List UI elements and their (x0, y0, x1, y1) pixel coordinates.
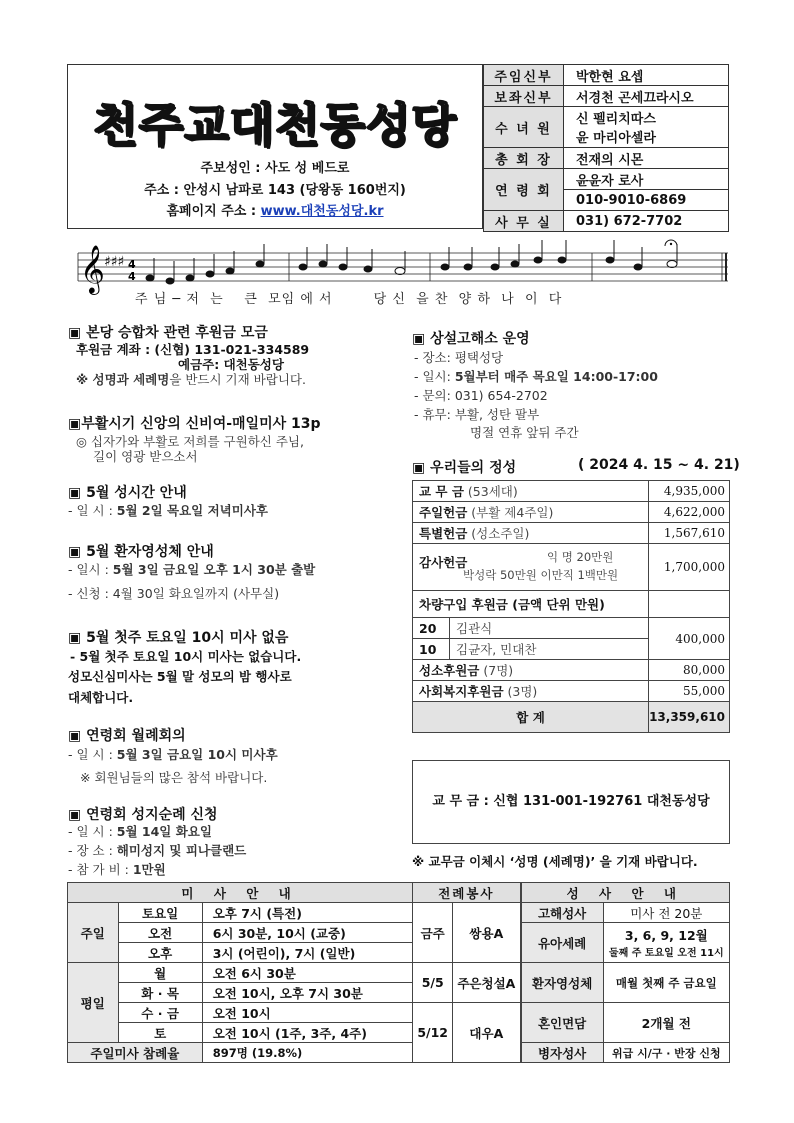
offering-sub: (부활 제4주일) (467, 505, 554, 520)
staff-label: 보좌신부 (484, 86, 564, 107)
offering-label-text: 성소후원금 (419, 663, 480, 678)
altar-service-header: 전례봉사 (413, 883, 520, 903)
altar-group: 주은청설A (453, 963, 520, 1003)
offering-label (413, 523, 649, 544)
section-title: ▣ 본당 승합차 관련 후원금 모금 (68, 325, 268, 341)
sacrament-label: 유아세례 (521, 923, 603, 963)
info-line (68, 745, 278, 763)
sacrament-value-line: 둘째 주 토요일 오전 11시 (608, 948, 724, 959)
mass-time: 3시 (어린이), 7시 (일반) (202, 943, 412, 963)
total-label: 합 계 (413, 702, 649, 733)
church-address: 주소 : 안성시 남파로 143 (당왕동 160번지) (144, 183, 406, 198)
staff-value: 전재의 시몬 (564, 148, 729, 169)
sacrament-value-line: 3, 6, 9, 12월 (624, 928, 708, 943)
staff-lines (78, 253, 728, 281)
info-line: - 5월 첫주 토요일 10시 미사는 없습니다. (70, 649, 302, 664)
table-row (413, 660, 730, 681)
time-signature-icon: 4 (128, 258, 136, 271)
notice-rest: 을 반드시 기재 바랍니다. (169, 372, 306, 387)
mass-schedule-header: 미 사 안 내 (68, 883, 413, 903)
offering-sub: (3명) (503, 684, 538, 699)
table-row (413, 591, 730, 618)
info-line: 성모신심미사는 5월 말 성모의 밤 행사로 (68, 669, 292, 684)
offering-label-text: 주일헌금 (419, 505, 468, 520)
offering-label-text: 감사헌금 (419, 555, 468, 570)
info-line: ※ 회원님들의 많은 참석 바랍니다. (80, 770, 268, 785)
offering-period: ( 2024 4. 15 ~ 4. 21) (578, 457, 740, 473)
offering-sub: (7명) (479, 663, 514, 678)
treble-clef-icon: 𝄞 (80, 244, 105, 293)
fermata-dot-icon (670, 243, 672, 245)
staff-value: 박한현 요셉 (564, 65, 729, 86)
info-label: - 일시: (414, 369, 455, 384)
homepage (68, 200, 482, 219)
mass-time: 오전 10시 (202, 1003, 412, 1023)
table-row (68, 923, 730, 943)
staff-value: 010-9010-6869 (564, 190, 729, 211)
offering-amount: 4,622,000 (649, 502, 730, 523)
transfer-note: ※ 교무금 이체시 ‘성명 (세례명)’ 을 기재 바랍니다. (412, 854, 698, 869)
offering-label (413, 660, 649, 681)
staff-value: 031) 672-7702 (564, 211, 729, 232)
offering-label (413, 502, 649, 523)
info-label: - 장 소 : (68, 843, 117, 858)
table-row (68, 903, 730, 923)
mass-day: 오후 (118, 943, 202, 963)
offering-sub: (성소주일) (467, 526, 530, 541)
table-row (413, 618, 730, 639)
offering-title: ▣ 우리들의 정성 (412, 460, 517, 476)
offering-table (412, 480, 730, 733)
staff-label: 수 녀 원 (484, 107, 564, 148)
section-title: ▣ 상설고해소 운영 (412, 331, 530, 347)
info-line (68, 822, 212, 840)
hymn-lyrics: 주 님 ─ 저 는 큰 모임 에 서 당 신 을 찬 양 하 나 이 다 (135, 292, 563, 307)
staff-value-line: 윤 마리아셀라 (576, 131, 656, 146)
section-title: ▣ 연령회 월례회의 (68, 728, 186, 744)
donor-name: 김관식 (450, 618, 649, 639)
section-title: ▣부활시기 신앙의 신비여-매일미사 13p (68, 416, 321, 432)
info-line: - 문의: 031) 654-2702 (414, 388, 548, 403)
donor-num: 10 (413, 639, 450, 660)
section-title: ▣ 5월 환자영성체 안내 (68, 544, 214, 560)
section-title: ▣ 연령회 성지순례 신청 (68, 807, 218, 823)
offering-label-text: 사회복지후원금 (419, 684, 504, 699)
mass-time: 6시 30분, 10시 (교중) (202, 923, 412, 943)
mass-day: 수 · 금 (118, 1003, 202, 1023)
attendance-label: 주일미사 참례율 (68, 1043, 203, 1063)
mass-time: 오전 10시 (1주, 3주, 4주) (202, 1023, 412, 1043)
mass-day: 화 · 목 (118, 983, 202, 1003)
table-header-row (68, 883, 730, 903)
mass-day: 오전 (118, 923, 202, 943)
altar-group: 대우A (453, 1003, 520, 1063)
staff-label: 총 회 장 (484, 148, 564, 169)
info-value: 5월 14일 화요일 (116, 824, 212, 839)
info-line (68, 560, 315, 578)
info-label: - 일시 : (68, 562, 113, 577)
table-row (413, 544, 730, 591)
offering-label (413, 481, 649, 502)
schedule-table (67, 882, 730, 1063)
weekday-label: 평일 (68, 963, 119, 1043)
info-line (68, 860, 166, 878)
sacrament-value: 2개월 전 (603, 1003, 729, 1043)
info-line (414, 367, 658, 385)
offering-label-text: 특별헌금 (419, 526, 468, 541)
donor-name: 김균자, 민대찬 (450, 639, 649, 660)
header-box (67, 64, 483, 229)
sacrament-header: 성 사 안 내 (521, 883, 729, 903)
sacrament-value: 매월 첫째 주 금요일 (603, 963, 729, 1003)
key-signature-icon: ♯♯♯ (104, 254, 125, 270)
staff-label: 연 령 회 (484, 169, 564, 211)
table-row (68, 963, 730, 983)
info-label: - 일 시 : (68, 747, 117, 762)
sacrament-label: 혼인면담 (521, 1003, 603, 1043)
offering-sub: (53세대) (463, 484, 518, 499)
offering-detail: 익 명 20만원 (547, 550, 614, 564)
staff-table (483, 64, 729, 232)
notice-line (76, 370, 306, 388)
time-signature-icon: 4 (128, 270, 136, 283)
notice-bold: ※ 성명과 세례명 (76, 372, 170, 387)
offering-label (413, 544, 649, 591)
mass-time: 오후 7시 (특전) (202, 903, 412, 923)
attendance-value: 897명 (19.8%) (202, 1043, 412, 1063)
sacrament-value: 위급 시/구 · 반장 신청 (603, 1043, 729, 1063)
account-line: 후원금 계좌 : (신협) 131-021-334589 (76, 342, 310, 357)
total-amount: 13,359,610 (649, 702, 730, 733)
altar-date: 5/12 (413, 1003, 453, 1063)
table-row (68, 1003, 730, 1023)
info-value: 5월 2일 목요일 저녁미사후 (116, 503, 268, 518)
offering-amount: 55,000 (649, 681, 730, 702)
info-value: 1만원 (132, 862, 166, 877)
total-row (413, 702, 730, 733)
patron-saint: 주보성인 : 사도 성 베드로 (200, 161, 350, 176)
info-label: - 일 시 : (68, 824, 117, 839)
staff-label: 주임신부 (484, 65, 564, 86)
sacrament-value (603, 923, 729, 963)
mass-time: 오전 6시 30분 (202, 963, 412, 983)
altar-date: 5/5 (413, 963, 453, 1003)
info-line (68, 501, 268, 519)
offering-amount: 1,567,610 (649, 523, 730, 544)
staff-value (564, 107, 729, 148)
table-row (413, 523, 730, 544)
donor-num: 20 (413, 618, 450, 639)
dues-account: 교 무 금 : 신협 131-001-192761 대천동성당 (412, 760, 730, 844)
info-line: 명절 연휴 앞뒤 주간 (470, 425, 579, 440)
table-row (413, 681, 730, 702)
info-value: 5월 3일 금요일 10시 미사후 (116, 747, 278, 762)
homepage-label: 홈페이지 주소 : (166, 204, 261, 219)
info-line: - 신청 : 4월 30일 화요일까지 (사무실) (68, 586, 280, 601)
prayer-line: ◎ 십자가와 부활로 저희를 구원하신 주님, (76, 434, 304, 449)
sacrament-value: 미사 전 20분 (603, 903, 729, 923)
mass-day: 토 (118, 1023, 202, 1043)
offering-label: 차량구입 후원금 (금액 단위 만원) (413, 591, 649, 618)
church-name: 천주교대천동성당 (93, 98, 457, 152)
info-line: - 휴무: 부활, 성탄 팔부 (414, 407, 540, 422)
offering-detail: 박성락 50만원 이만직 1백만원 (463, 568, 619, 582)
info-value: 5월부터 매주 목요일 14:00-17:00 (454, 369, 658, 384)
mass-day: 월 (118, 963, 202, 983)
altar-group: 쌍용A (453, 903, 520, 963)
offering-label-text: 교 무 금 (419, 484, 464, 499)
info-value: 5월 3일 금요일 오후 1시 30분 출발 (112, 562, 316, 577)
prayer-line: 길이 영광 받으소서 (93, 449, 198, 464)
altar-date: 금주 (413, 903, 453, 963)
sunday-label: 주일 (68, 903, 119, 963)
offering-amount: 4,935,000 (649, 481, 730, 502)
section-title: ▣ 5월 첫주 토요일 10시 미사 없음 (68, 630, 289, 646)
info-line: - 장소: 평택성당 (414, 350, 504, 365)
info-label: - 참 가 비 : (68, 862, 133, 877)
info-line (68, 841, 246, 859)
staff-value-line: 신 펠리치따스 (576, 112, 656, 127)
sacrament-label: 환자영성체 (521, 963, 603, 1003)
staff-value: 서경천 곤세끄라시오 (564, 86, 729, 107)
sacrament-label: 고해성사 (521, 903, 603, 923)
table-row (413, 502, 730, 523)
offering-amount: 400,000 (649, 618, 730, 660)
info-line: 대체합니다. (68, 690, 134, 705)
info-value: 해미성지 및 피나클랜드 (116, 843, 247, 858)
offering-label (413, 681, 649, 702)
section-title: ▣ 5월 성시간 안내 (68, 485, 187, 501)
table-row (413, 481, 730, 502)
offering-amount (649, 591, 730, 618)
info-label: - 일 시 : (68, 503, 117, 518)
offering-amount: 80,000 (649, 660, 730, 681)
staff-value: 윤윤자 로사 (564, 169, 729, 190)
staff-label: 사 무 실 (484, 211, 564, 232)
account-holder: 예금주: 대천동성당 (178, 357, 284, 372)
mass-day: 토요일 (118, 903, 202, 923)
table-row (68, 1043, 730, 1063)
mass-time: 오전 10시, 오후 7시 30분 (202, 983, 412, 1003)
offering-amount: 1,700,000 (649, 544, 730, 591)
sacrament-label: 병자성사 (521, 1043, 603, 1063)
homepage-link[interactable]: www.대천동성당.kr (260, 204, 384, 219)
notes (146, 240, 677, 284)
